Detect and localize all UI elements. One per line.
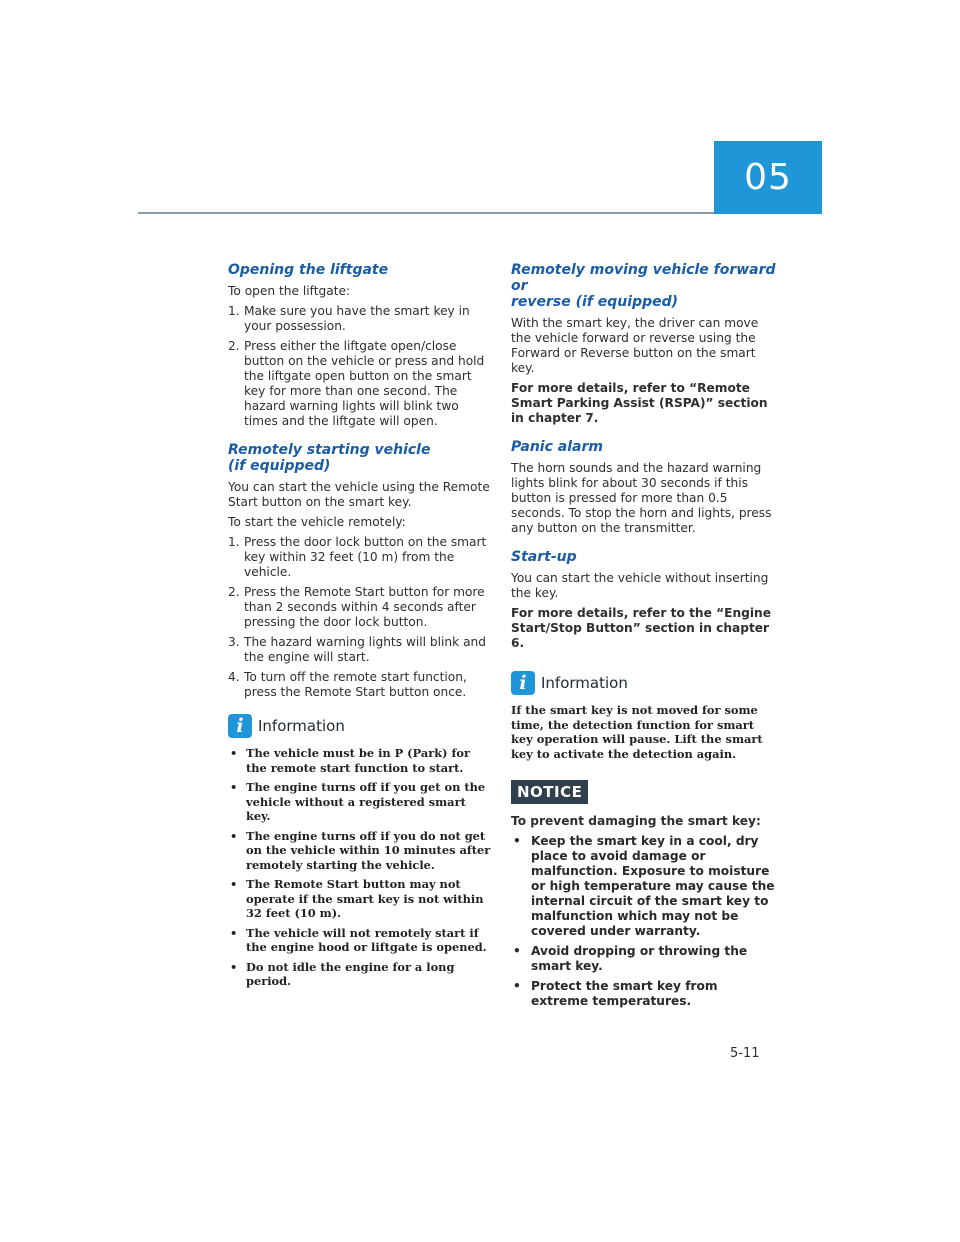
steps-list — [228, 535, 493, 700]
steps-list — [228, 304, 493, 429]
notice-badge: NOTICE — [511, 780, 588, 804]
notice-item: • Avoid dropping or throwing the smart key. — [513, 944, 748, 973]
paragraph: You can start the vehicle without inserting the key. — [511, 571, 769, 600]
step-item: 1. Press the door lock button on the smart key within 32 feet (10 m) from the vehicle. — [228, 535, 487, 579]
step-item: 4. To turn off the remote start function, press the Remote Start button once. — [228, 670, 467, 699]
section-title: Remotely moving vehicle forward or reverse (if equipped) — [511, 262, 776, 310]
information-item: • The vehicle will not remotely start if the engine hood or liftgate is opened. — [230, 925, 487, 954]
notice-box — [511, 766, 776, 1009]
information-item: • The vehicle must be in P (Park) for the remote start function to start. — [230, 746, 470, 775]
section-start-up — [511, 549, 776, 651]
info-icon: i — [228, 714, 252, 738]
section-title: Remotely starting vehicle (if equipped) — [228, 442, 431, 474]
paragraph: With the smart key, the driver can move the vehicle forward or reverse using the Forward or Reverse button on the smart key. — [511, 316, 759, 375]
left-column — [228, 262, 493, 994]
section-title: Panic alarm — [511, 439, 603, 455]
section-opening-liftgate — [228, 262, 493, 429]
information-header — [511, 671, 776, 695]
step-item: 2. Press either the liftgate open/close button on the vehicle or press and hold the liftgate open button on the smart key for more than one second. The hazard warning lights will blink two times and the liftgate will open. — [228, 339, 485, 428]
chapter-tab — [714, 141, 822, 214]
information-item: • The Remote Start button may not operate if the smart key is not within 32 feet (10 m). — [230, 877, 484, 920]
information-box — [228, 714, 493, 989]
information-item: • Do not idle the engine for a long period. — [230, 959, 455, 988]
information-text: If the smart key is not moved for some time, the detection function for smart key operation will pause. Lift the smart key to activate the detection again. — [511, 703, 763, 761]
paragraph: The horn sounds and the hazard warning lights blink for about 30 seconds if this button is pressed for more than 0.5 seconds. To stop the horn and lights, press any button on the transmitter. — [511, 461, 772, 535]
paragraph: To start the vehicle remotely: — [228, 515, 406, 529]
page-number: 5-11 — [730, 1046, 760, 1061]
notice-item: • Protect the smart key from extreme temperatures. — [513, 979, 718, 1008]
information-list — [228, 746, 493, 989]
section-remote-start — [228, 442, 493, 700]
step-item: 3. The hazard warning lights will blink and the engine will start. — [228, 635, 487, 664]
section-remote-move — [511, 262, 776, 426]
right-column — [511, 262, 776, 1014]
step-item: 2. Press the Remote Start button for more than 2 seconds within 4 seconds after pressing the door lock button. — [228, 585, 485, 629]
section-title: Opening the liftgate — [228, 262, 389, 278]
information-title: Information — [541, 674, 628, 692]
paragraph-reference: For more details, refer to “Remote Smart Parking Assist (RSPA)” section in chapter 7. — [511, 381, 768, 425]
information-header — [228, 714, 493, 738]
section-title: Start-up — [511, 549, 577, 565]
information-item: • The engine turns off if you get on the vehicle without a registered smart key. — [230, 780, 486, 823]
info-icon: i — [511, 671, 535, 695]
section-panic-alarm — [511, 439, 776, 536]
information-title: Information — [258, 717, 345, 735]
header-rule — [138, 212, 714, 214]
paragraph-reference: For more details, refer to the “Engine Start/Stop Button” section in chapter 6. — [511, 606, 771, 650]
information-item: • The engine turns off if you do not get on the vehicle within 10 minutes after remotely starting the vehicle. — [230, 828, 491, 872]
chapter-number: 05 — [744, 157, 792, 198]
paragraph: You can start the vehicle using the Remote Start button on the smart key. — [228, 480, 490, 509]
notice-intro: To prevent damaging the smart key: — [511, 814, 761, 828]
step-item: 1. Make sure you have the smart key in your possession. — [228, 304, 470, 333]
notice-list — [511, 834, 776, 1009]
information-box — [511, 671, 776, 761]
notice-item: • Keep the smart key in a cool, dry place to avoid damage or malfunction. Exposure to moisture or high temperature may cause the internal circuit of the smart key to malfunction which may not be covered under warranty. — [513, 834, 775, 938]
paragraph: To open the liftgate: — [228, 284, 351, 298]
